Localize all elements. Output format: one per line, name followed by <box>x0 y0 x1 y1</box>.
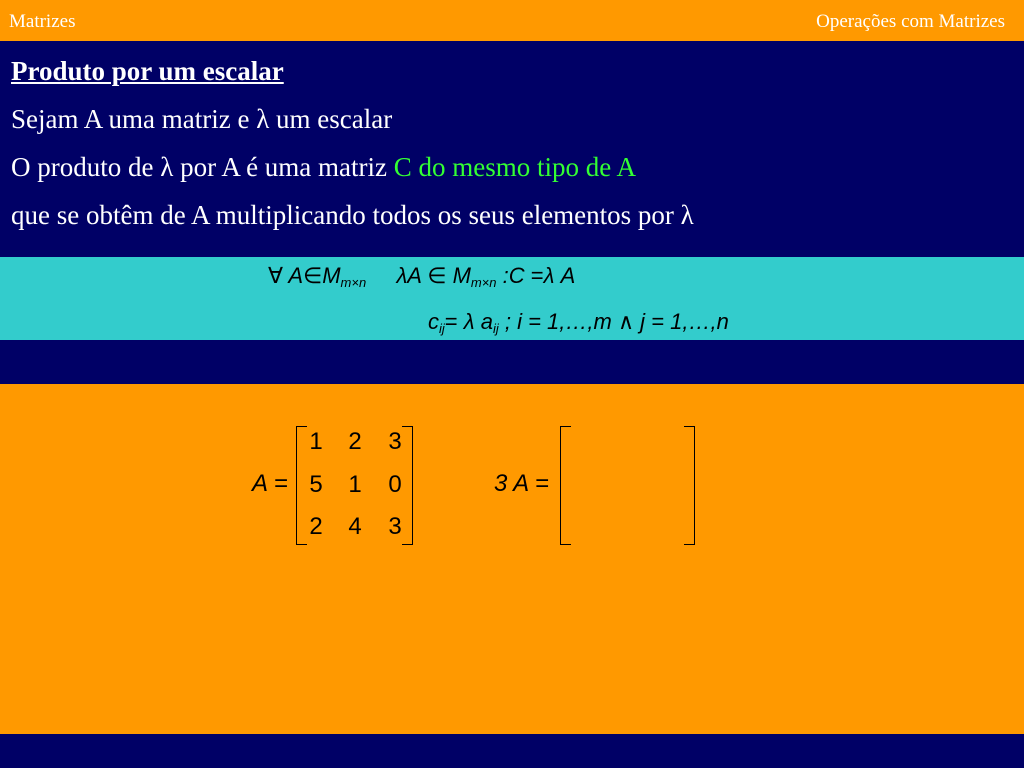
matrix-cell: 3 <box>388 428 402 455</box>
matrix-cell: 3 <box>388 513 402 540</box>
index-range: ; i = 1,…,m ∧ j = 1,…,n <box>504 309 729 334</box>
matrix-cell: 2 <box>309 513 323 540</box>
lambda-symbol: λ <box>396 263 408 288</box>
matrix-cell: 0 <box>388 471 402 498</box>
result-matrix-left-bracket <box>560 426 571 545</box>
matrix-cell: 4 <box>348 513 362 540</box>
matrix-A-symbol: A <box>407 263 422 288</box>
matrix-cell: 1 <box>309 428 323 455</box>
result-C-symbol: :C <box>502 263 525 288</box>
intro-line-3: que se obtêm de A multiplicando todos os seus elementos por λ <box>11 200 694 230</box>
matrix-set-dims: m×n <box>340 275 367 290</box>
definition-formula-band <box>0 257 1024 340</box>
c-index: ij <box>439 321 445 336</box>
header-left-title: Matrizes <box>9 11 76 32</box>
element-of-symbol: ∈ <box>427 263 447 288</box>
example-panel <box>0 384 1024 734</box>
matrix-set-symbol: M <box>322 263 341 288</box>
definition-formula <box>268 263 575 290</box>
result-matrix-label: 3 A = <box>494 470 549 497</box>
matrix-set-dims: m×n <box>470 275 497 290</box>
intro-text <box>11 52 694 244</box>
lambda-symbol: λ <box>543 263 555 288</box>
header-right-title: Operações com Matrizes <box>816 11 1005 32</box>
result-matrix-right-bracket <box>684 426 695 545</box>
header-bar <box>0 0 1024 41</box>
element-formula <box>428 309 729 336</box>
a-index: ij <box>492 321 499 336</box>
equals-symbol: = <box>444 309 458 334</box>
matrix-set-symbol: M <box>452 263 471 288</box>
matrix-cell: 2 <box>348 428 362 455</box>
equals-symbol: = <box>530 263 544 288</box>
c-symbol: c <box>428 309 439 334</box>
matrix-cell: 5 <box>309 471 323 498</box>
a-symbol: a <box>480 309 493 334</box>
matrix-cell: 1 <box>348 471 362 498</box>
lambda-symbol: λ <box>463 309 475 334</box>
intro-line-1: Sejam A uma matriz e λ um escalar <box>11 104 393 134</box>
section-title: Produto por um escalar <box>11 56 284 86</box>
forall-symbol: ∀ <box>268 263 284 288</box>
matrix-A-label: A = <box>252 470 288 497</box>
element-of-symbol: ∈ <box>303 263 323 288</box>
intro-line-2 <box>11 148 694 196</box>
matrix-A-symbol: A <box>560 263 576 288</box>
matrix-A-symbol: A <box>288 263 304 288</box>
intro-line-2-highlight: C do mesmo tipo de A <box>393 152 637 182</box>
intro-line-2-prefix: O produto de λ por A é uma matriz <box>11 152 394 182</box>
